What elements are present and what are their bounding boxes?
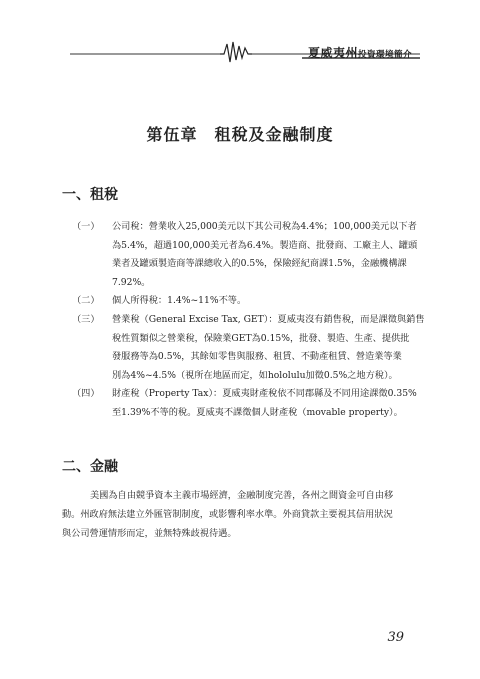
chapter-title: 第伍章 租稅及金融制度 <box>146 125 334 144</box>
item-line: 稅性質類似之營業稅，保險業GET為0.15%，批發、製造、生產、提供批 <box>112 332 410 344</box>
item-line: 個人所得稅：1.4%~11%不等。 <box>112 295 247 307</box>
item-line: 至1.39%不等的稅。夏威夷不課徵個人財產稅（movable property）。 <box>112 406 403 418</box>
item-line: 營業稅（General Excise Tax, GET）：夏威夷沒有銷售稅，而是課徵與銷售 <box>112 313 425 325</box>
paragraph-line: 美國為自由競爭資本主義市場經濟，金融制度完善，各州之間資金可自由移 <box>90 490 394 501</box>
paragraph-line: 與公司營運情形而定，並無特殊歧視待遇。 <box>62 528 237 539</box>
item-line: 業者及罐頭製造商等課總收入的0.5%，保險經紀商課1.5%，金融機構課 <box>112 258 407 270</box>
item-line: 發服務等為0.5%，其餘如零售與服務、租賃、不動產租賃、營造業等業 <box>112 351 402 363</box>
tax-item-property <box>72 385 424 422</box>
header-title <box>308 44 412 61</box>
section-heading-finance: 二、金融 <box>62 459 118 475</box>
item-number: （三） <box>72 313 100 325</box>
item-number: （一） <box>72 221 100 232</box>
item-line: 財產稅（Property Tax）：夏威夷財產稅依不同郡縣及不同用途課徵0.35% <box>112 388 417 400</box>
item-line: 別為4%~4.5%（視所在地區而定，如hololulu加徵0.5%之地方稅）。 <box>112 369 398 381</box>
tax-item-personal-income <box>72 292 424 311</box>
section-heading-tax: 一、租稅 <box>62 187 118 203</box>
header-title-main: 夏威夷州 <box>307 46 358 60</box>
paragraph-line: 動。州政府無法建立外匯管制制度，或影響利率水準。外商貸款主要視其信用狀況 <box>62 509 393 520</box>
header-title-sub: 投資環境簡介 <box>357 50 412 60</box>
tax-item-general-excise <box>72 311 424 385</box>
running-header <box>70 38 420 64</box>
tax-item-corporate <box>72 218 424 292</box>
item-number: （四） <box>72 388 100 400</box>
page-number: 39 <box>387 630 404 645</box>
finance-paragraph <box>62 486 424 543</box>
item-number: （二） <box>72 295 100 307</box>
item-line: 7.92%。 <box>112 276 151 288</box>
item-line: 公司稅：營業收入25,000美元以下其公司稅為4.4%；100,000美元以下者 <box>112 221 417 232</box>
item-line: 為5.4%，超過100,000美元者為6.4%。製造商、批發商、工廠主人、罐頭 <box>112 239 418 251</box>
tax-item-list <box>72 218 424 423</box>
